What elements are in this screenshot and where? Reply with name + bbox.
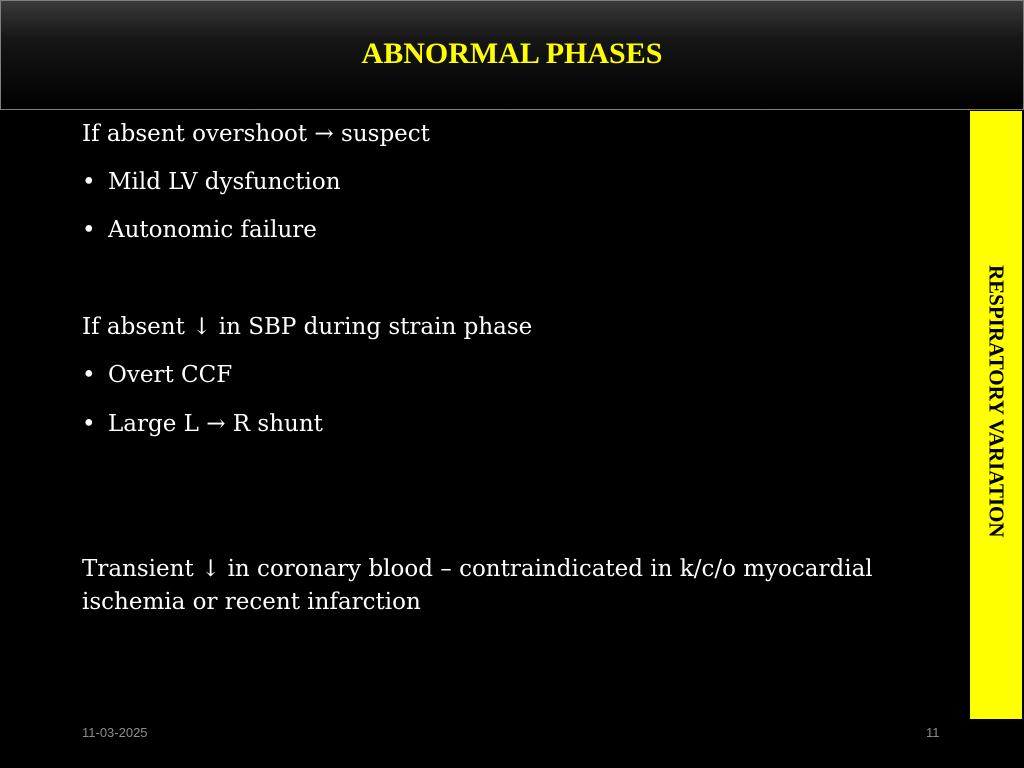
list-item-label: Large L → R shunt [108,411,323,437]
list-item [82,359,232,391]
bullet-icon: • [82,217,96,243]
note-text: Transient ↓ in coronary blood – contraindicated in k/c/o myocardial ischemia or recent infarction [82,556,873,615]
bullet-icon: • [82,362,96,388]
title-bar [0,0,1024,110]
side-tab-label: RESPIRATORY VARIATION [984,265,1009,538]
list-item-label: Autonomic failure [108,217,317,243]
list-item [82,214,317,246]
list-item-label: Mild LV dysfunction [108,169,341,195]
overshoot-heading: If absent overshoot → suspect [82,121,430,147]
side-tab [970,111,1022,719]
list-item [82,166,341,198]
footer-date: 11-03-2025 [82,725,148,740]
bullet-icon: • [82,169,96,195]
slide-title: ABNORMAL PHASES [361,37,663,70]
footer-page-number: 11 [926,725,940,740]
bullet-icon: • [82,411,96,437]
list-item [82,408,323,440]
strain-heading: If absent ↓ in SBP during strain phase [82,314,533,340]
list-item-label: Overt CCF [108,362,233,388]
